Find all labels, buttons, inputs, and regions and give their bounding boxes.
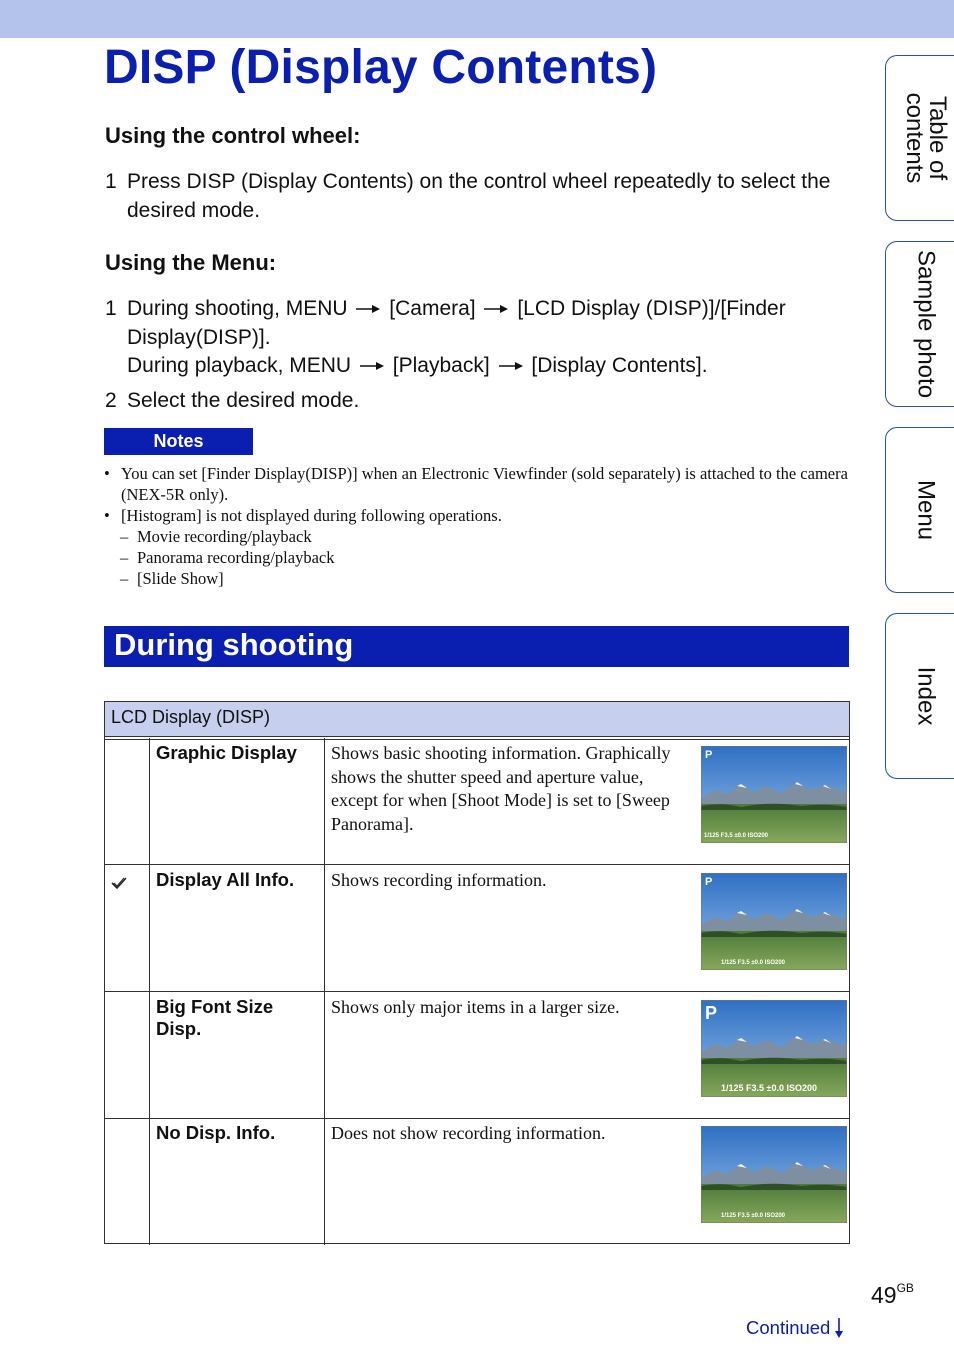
tab-menu[interactable] (885, 427, 954, 593)
page-number-value: 49 (871, 1282, 897, 1308)
default-marker-cell (105, 1118, 150, 1245)
mode-name: Display All Info. (150, 865, 325, 991)
notes-label: Notes (104, 428, 253, 455)
tab-label: Menu (912, 479, 939, 541)
table-row (105, 1118, 849, 1245)
notes-list (104, 463, 849, 589)
step-text-part: During shooting, MENU (127, 297, 348, 320)
default-marker-cell (105, 992, 150, 1118)
arrow-right-icon (498, 361, 524, 371)
step-text-part: [Camera] (389, 297, 476, 320)
mode-name: Graphic Display (150, 738, 325, 864)
screen-preview-image (701, 1000, 847, 1097)
arrow-right-icon (355, 304, 381, 314)
mode-description: Shows basic shooting information. Graphically shows the shutter speed and aperture value, except for when [Shoot Mode] is set to [Sweep Panorama]. (331, 743, 671, 834)
note-item: • You can set [Finder Display(DISP)] when an Electronic Viewfinder (sold separately) is attached to the camera (NEX-5R only). (104, 463, 849, 505)
continued-link[interactable] (746, 1317, 845, 1339)
menu-step-2 (105, 387, 850, 416)
mode-description: Shows only major items in a larger size. (331, 997, 620, 1017)
tab-sample-photo[interactable] (885, 241, 954, 407)
table-row (105, 992, 849, 1119)
table-row (105, 865, 849, 992)
mode-letter: P (705, 876, 713, 888)
note-sub-item: – Panorama recording/playback (104, 547, 849, 568)
tab-index[interactable] (885, 613, 954, 779)
arrow-right-icon (483, 304, 509, 314)
tab-label: Table of contents (900, 92, 951, 184)
mode-letter: P (705, 1003, 718, 1023)
status-line: 1/125 F3.5 ±0.0 ISO200 (721, 1213, 786, 1219)
status-line: 1/125 F3.5 ±0.0 ISO200 (704, 833, 769, 839)
note-sub-item: – [Slide Show] (104, 568, 849, 589)
tab-label: Index (912, 666, 939, 726)
arrow-down-icon (833, 1317, 845, 1339)
step-text-part: [Playback] (392, 354, 490, 377)
menu-step-1 (105, 295, 850, 381)
screen-preview-image (701, 873, 847, 970)
control-wheel-step-1 (105, 168, 850, 225)
note-item: • [Histogram] is not displayed during following operations. (104, 505, 849, 526)
table-header: LCD Display (DISP) (105, 702, 849, 737)
tab-label: Sample photo (912, 249, 939, 399)
top-band (0, 0, 954, 38)
step-text (127, 295, 850, 381)
screen-preview-image (701, 1126, 847, 1223)
menu-heading: Using the Menu: (105, 250, 277, 275)
table-row (105, 738, 849, 865)
control-wheel-heading: Using the control wheel: (105, 123, 361, 148)
tab-table-of-contents[interactable] (885, 55, 954, 221)
status-line: 1/125 F3.5 ±0.0 ISO200 (721, 960, 786, 966)
step-text-part: [LCD Display (DISP)]/[Finder Display(DISP)]. (127, 297, 786, 349)
mode-description: Does not show recording information. (331, 1123, 606, 1143)
step-text-part: [Display Contents]. (531, 354, 708, 377)
page-title: DISP (Display Contents) (104, 41, 658, 94)
screen-preview-image (701, 746, 847, 843)
mode-description: Shows recording information. (331, 870, 547, 890)
default-marker-cell (105, 738, 150, 864)
checkmark-icon (111, 877, 127, 889)
note-sub-item: – Movie recording/playback (104, 526, 849, 547)
continued-label: Continued (746, 1317, 831, 1338)
step-text: Press DISP (Display Contents) on the control wheel repeatedly to select the desired mode. (127, 170, 831, 222)
mode-letter: P (705, 749, 713, 761)
step-text: Select the desired mode. (127, 389, 360, 412)
section-title: During shooting (104, 626, 849, 667)
status-line: 1/125 F3.5 ±0.0 ISO200 (721, 1083, 818, 1093)
page-number (871, 1281, 914, 1309)
step-number: 1 (105, 170, 117, 193)
mode-name: Big Font Size Disp. (150, 992, 325, 1118)
step-number: 1 (105, 297, 117, 320)
mode-name: No Disp. Info. (150, 1118, 325, 1245)
step-text-part: During playback, MENU (127, 354, 352, 377)
default-marker-cell (105, 865, 150, 991)
step-number: 2 (105, 389, 117, 412)
display-modes-table (104, 701, 850, 1244)
page-number-suffix: GB (896, 1281, 914, 1295)
arrow-right-icon (359, 361, 385, 371)
